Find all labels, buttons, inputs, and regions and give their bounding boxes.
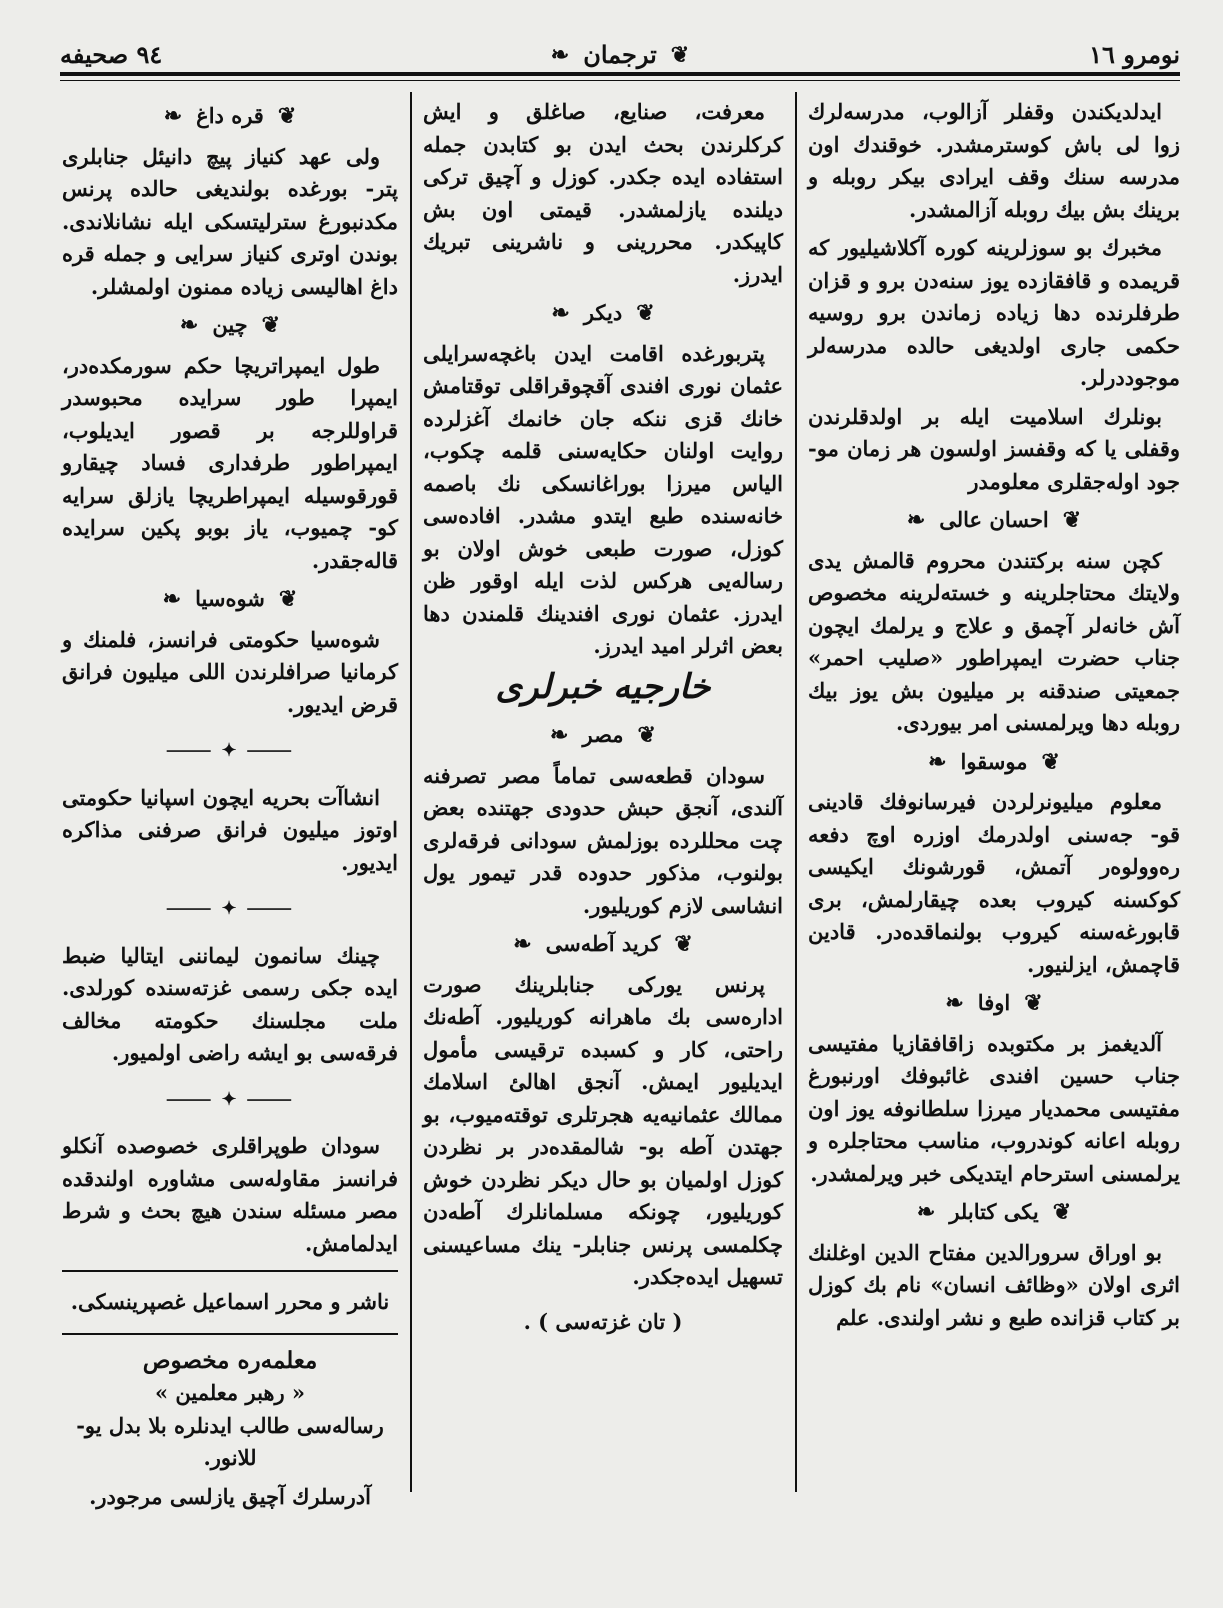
ornament-icon: ❦ (670, 41, 690, 68)
header-rule-thin (60, 80, 1180, 81)
article-paragraph: معلوم میلیونرلردن فیرسانوفك قادینی قو- جه‌سنی اولدرمك اوزره اوچ دفعه ره‌وولوەر آتمش، قورشونك ایکیسی کوکسنه کیروب بعده چیقارلمش، بری قابورغه‌سنه کیروب بولنماقده‌در. قادین قاچمش، ایزلنیور. (808, 789, 1180, 977)
article-paragraph: کچن سنه برکتندن محروم قالمش یدی ولایتك محتاجلرینه و خسته‌لرینه مخصوص آش خانه‌لر آچمق و علاج و یرلمك ایچون جناب حضرت ایمپراطور «صلیب احمر» جمعیتی صندقنه بر میلیون بش یوز بیك روبله دها ویرلمسنی امر بیوردی. (808, 547, 1180, 735)
ornament-icon: ❦ (1041, 748, 1060, 775)
ornament-icon: ❧ (550, 722, 569, 748)
article-paragraph: بونلرك اسلامیت ایله بر اولدقلرندن وقفلی یا که وقفسز اولسون هر زمان مو- جود اوله‌جقلری معلومدر (808, 403, 1180, 494)
header-rule (60, 72, 1180, 76)
article-paragraph: مخبرك بو سوزلرینه کوره آکلاشیلیور که قریمده و قافقازده یوز سنه‌دن برو و قزان طرفلرنده دها زیاده زماندن برو روسیه حکمی جاری اولدیغی حالده مدرسه‌لر موجوددرلر. (808, 235, 1180, 390)
ornament-icon: ❦ (674, 931, 693, 957)
section-heading: ❦ کرید آطه‌سی ❧ (423, 928, 783, 961)
article-paragraph: ولی عهد کنیاز پیچ دانیئل جنابلری پتر- بورغده بولندیغی حالده پرنس مکدنبورغ سترلیتسکی ایله نشانلاندی. بوندن اوتری کنیاز سرایی و جمله قره داغ اهالیسی زیاده ممنون اولمشلر. (62, 143, 398, 299)
article-paragraph: طول ایمپراتریچا حکم سورمکده‌در، ایمپرا طور سرایده محبوسدر قراوللرجه بر قصور ایدیلوب، ایمپراطور طرفداری فساد چیقارو قورقوسیله ایمپراطریچا یازلق سرایه کو- چمیوب، یاز بوبو پکین سرایده قاله‌جقدر. (62, 352, 398, 573)
article-paragraph: انشاآت بحریه ایچون اسپانیا حکومتی اوتوز میلیون فرانق صرفنی مذاکره ایدیور. (62, 784, 398, 875)
ornament-icon: ❧ (906, 507, 926, 533)
issue-number: ٩٤ صحیفه (60, 40, 163, 69)
section-heading: ❦ چین ❧ (62, 309, 398, 342)
right-column (808, 96, 1180, 1340)
article-paragraph: سودان طوپراقلری خصوصده آنکلو فرانسز مقاوله‌سی مشاوره اولندقده مصر مسئله سندن هیچ بحث و شرط ایدلمامش. (62, 1133, 398, 1256)
ornament-icon: ❦ (636, 300, 655, 326)
ornament-icon: ❧ (550, 41, 570, 68)
ad-title: معلمه‌ره مخصوص (142, 1346, 318, 1374)
column-divider (410, 92, 412, 1492)
article-paragraph: پرنس یورکی جنابلرینك صورت اداره‌سی بك ماهرانه کوریلیور. آطه‌نك راحتی، کار و کسبده ترقیسی مأمول ایدیلیور ایمش. آنجق اهالئ اسلامك ممالك عثمانیه‌یه هجرتلری توقته‌میوب، بو جهتدن آطه بو- شالمقده‌در بر نظردن کوزل اولمیان بو حال دیکر نظردن خوش کوریلیور، چونکه مسلمانلرك آطه‌دن چکلمسی پرنس جنابلر- ینك مساعیسنی تسهیل ایده‌جکدر. (423, 971, 783, 1289)
section-title: خارجیه خبرلری (495, 666, 711, 707)
article-paragraph: پتربورغده اقامت ایدن باغچه‌سرایلی عثمان نوری افندی آقچوقراقلی توقتامش خانك قزی ننکه جان خانمك آغزلرده روایت اولنان حکایه‌سنی قلمه چکوب، الیاس میرزا بوراغانسکی نك باصمه خانه‌سنده طبع ایتدو مشدر. افاده‌سی کوزل، صورت طبعی خوش اولان بو رساله‌یی هرکس لذت ایله اوقور ظن ایدرز. عثمان نوری افندینك قلمندن دها بعض اثرلر امید ایدرز. (423, 340, 783, 658)
source-credit: ( تان غزته‌سی ) . (523, 1308, 683, 1334)
ad-footer: آدرسلرك آچیق یازلسی مرجودر. (89, 1483, 371, 1509)
section-heading: ❦ اوفا ❧ (808, 987, 1180, 1020)
article-paragraph: شوه‌سیا حکومتی فرانسز، فلمنك و کرمانیا صرافلرندن اللی میلیون فرانق قرض ایدیور. (62, 626, 398, 717)
middle-column (423, 96, 783, 1338)
ornament-icon: ❧ (945, 990, 964, 1016)
ornament-icon: ❦ (261, 312, 281, 338)
page-number: نومرو ١٦ (1089, 40, 1180, 69)
ornament-icon: ❦ (1052, 1199, 1072, 1225)
ornament-icon: ❧ (513, 931, 532, 957)
article-paragraph: بو اوراق سرورالدین مفتاح الدین اوغلنك اثری اولان «وظائف انسان» نام بك کوزل بر کتاب قزانده طبع و نشر اولندی. علم (808, 1239, 1180, 1330)
column-divider (795, 92, 797, 1492)
section-heading: ❦ موسقوا ❧ (808, 746, 1180, 779)
article-paragraph: ایدلدیکندن وقفلر آزالوب، مدرسه‌لرك زوا لی باش کوسترمشدر. خوقندك اون مدرسه سنك وقف ایرادی بیکر روبله و برینك بش بیك روبله آزالمشدر. (808, 99, 1180, 222)
article-paragraph: چینك سانمون لیماننی ایتالیا ضبط ایده جکی رسمی غزته‌سنده کورلدی. ملت مجلسنك حکومته مخالف فرقه‌سی بو ایشه راضی اولمیور. (62, 942, 398, 1065)
ornament-icon: ❦ (277, 103, 297, 129)
ornamental-divider: ⸻ ✦ ⸻ (166, 898, 294, 919)
ornament-icon: ❦ (637, 722, 656, 748)
ornament-icon: ❦ (278, 586, 298, 612)
section-heading: ❦ قره داغ ❧ (62, 100, 398, 133)
section-heading: ❦ یکی کتابلر ❧ (808, 1196, 1180, 1229)
article-paragraph: معرفت، صنایع، صاغلق و ایش کرکلرندن بحث ایدن بو کتابدن جمله استفاده ایده جکدر. کوزل و آچیق ترکی دیلنده یازلمشدر. قیمتی اون بش کاپیکدر. محررینی و ناشرینی تبریك ایدرز. (423, 99, 783, 287)
ornament-icon: ❦ (1062, 507, 1082, 533)
publisher-signature: ناشر و محرر اسماعیل غصپرینسکی. (70, 1289, 390, 1314)
section-rule (62, 1333, 398, 1335)
paper-name: ترجمان (583, 40, 657, 69)
left-column (62, 96, 398, 1513)
ornament-icon: ❧ (551, 300, 570, 326)
article-paragraph: سودان قطعه‌سی تماماً مصر تصرفنه آلندی، آنجق حبش حدودی جهتنده بعض چت محللرده بوزلمش سودانی فرقه‌لری بولنوب، مذکور حدوده قدر تیمور یول انشاسی لازم کوریلیور. (423, 762, 783, 918)
paper-title-block (551, 40, 689, 69)
ornament-icon: ❧ (916, 1199, 936, 1225)
ornamental-divider: ⸻ ✦ ⸻ (166, 1088, 294, 1110)
ad-book-name: « رهبر معلمین » (154, 1380, 306, 1405)
article-paragraph: آلدیغمز بر مکتوبده زاقافقازیا مفتیسی جناب حسین افندی غائبوفك اورنبورغ مفتیسی محمدیار میرزا سلطانوفه یوز اون روبله اعانه کوندروب، مناسب محتاجلره و یرلمسنی استرحام ایتدیکی خبر ویرلمشدر. (808, 1030, 1180, 1186)
section-heading: ❦ شوه‌سیا ❧ (62, 583, 398, 616)
page-header (60, 40, 1180, 70)
ornament-icon: ❧ (162, 586, 182, 612)
ornament-icon: ❧ (928, 748, 947, 775)
ornamental-divider: ⸻ ✦ ⸻ (166, 740, 294, 761)
ornament-icon: ❦ (1024, 990, 1043, 1016)
section-heading: ❦ مصر ❧ (423, 719, 783, 752)
ad-text: رساله‌سی طالب ایدنلره بلا بدل یو- للانور. (76, 1412, 384, 1470)
section-heading: ❦ احسان عالی ❧ (808, 504, 1180, 537)
section-rule (62, 1270, 398, 1272)
ornament-icon: ❧ (163, 103, 183, 129)
section-heading: ❦ دیکر ❧ (423, 297, 783, 330)
ornament-icon: ❧ (179, 312, 199, 338)
